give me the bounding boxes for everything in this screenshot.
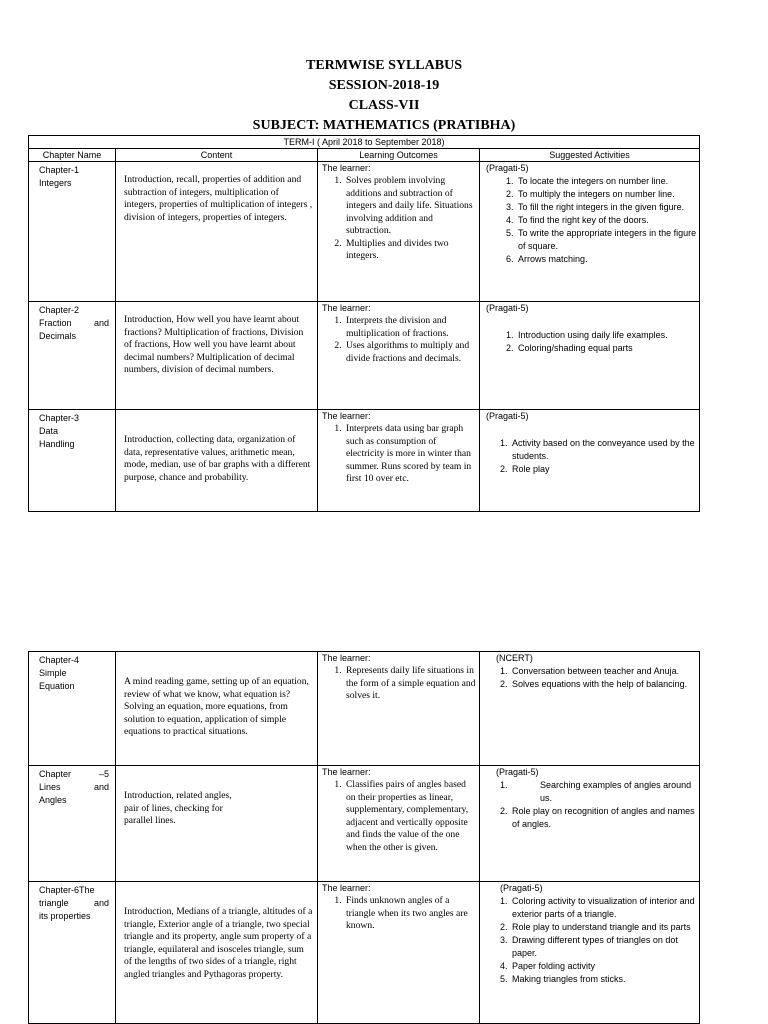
activities-cell: [480, 410, 700, 512]
title-line-4: SUBJECT: MATHEMATICS (PRATIBHA): [252, 118, 516, 133]
learning-outcomes-cell: [318, 410, 480, 512]
content-text: Introduction, Medians of a triangle, altitudes of a triangle, Exterior angle of a triangle, two special triangle and its property, angle sum property of a triangle, equilateral and isosceles triangle, sum of the lengths of two sides of a triangle, right angled triangles and Pythagoras property.: [124, 906, 313, 980]
chapter-row: [29, 652, 700, 766]
content-text: Introduction, How well you have learnt about fractions? Multiplication of fractions, Division of fractions, How well you have learnt about decimal numbers? Multiplication of decimal numbers, division of decimal numbers.: [124, 314, 304, 375]
chapter-name-line: Simple: [39, 668, 67, 678]
learner-lead: The learner:: [322, 411, 371, 421]
learning-outcomes-cell: [318, 302, 480, 410]
activity-item: 1. Introduction using daily life examples.: [516, 329, 697, 342]
outcome-item: 1. Interprets the division and multiplication of fractions.: [344, 315, 477, 340]
outcome-item: 2. Multiplies and divides two integers.: [344, 238, 477, 263]
activities-cell: [480, 162, 700, 302]
activity-item: 2. Role play to understand triangle and its parts: [510, 921, 697, 934]
content-text: Introduction, recall, properties of addition and subtraction of integers, multiplication of integers, properties of multiplication of integers , division of integers, properties of integers.: [124, 174, 313, 223]
title-block: [0, 56, 768, 136]
term-row: [29, 136, 700, 149]
chapter-name-line: Chapter-4: [39, 655, 80, 665]
header-suggested-activities: Suggested Activities: [480, 149, 700, 162]
chapter-name-line: Equation: [39, 681, 75, 691]
content-cell: [116, 652, 318, 766]
content-text: Introduction, collecting data, organization of data, representative values, arithmetic mean, mode, median, use of bar graphs with a different purpose, chance and probability.: [124, 434, 311, 483]
outcome-item: 1. Finds unknown angles of a triangle when its two angles are known.: [344, 895, 477, 933]
learner-lead: The learner:: [322, 163, 371, 173]
learner-lead: The learner:: [322, 303, 371, 313]
activities-source: (Pragati-5): [486, 163, 529, 173]
title-line-2: SESSION-2018-19: [328, 78, 440, 93]
activity-item: 1. To locate the integers on number line.: [516, 175, 697, 188]
activity-item: 4. To find the right key of the doors.: [516, 214, 697, 227]
learner-lead: The learner:: [322, 883, 371, 893]
learning-outcomes-cell: [318, 766, 480, 882]
activity-item: 1. Activity based on the conveyance used by the students.: [510, 437, 697, 463]
chapter-name-cell: [29, 302, 116, 410]
chapter-name-line: Chapter-1: [39, 165, 80, 175]
title-line-3: CLASS-VII: [348, 98, 420, 113]
activity-item: 1. Conversation between teacher and Anuja.: [510, 665, 697, 678]
chapter-name-cell: [29, 652, 116, 766]
chapter-name-line: Handling: [39, 439, 75, 449]
activities-cell: [480, 882, 700, 1024]
learner-lead: The learner:: [322, 653, 371, 663]
outcome-item: 1. Solves problem involving additions and subtraction of integers and daily life. Situations involving addition and subtraction.: [344, 175, 477, 238]
chapter-name-line: Chapter-6The: [39, 885, 95, 895]
header-row: [29, 149, 700, 162]
outcome-item: 2. Uses algorithms to multiply and divide fractions and decimals.: [344, 340, 477, 365]
chapter-row: [29, 766, 700, 882]
chapter-name-line: Integers: [39, 178, 72, 188]
chapter-name-cell: [29, 410, 116, 512]
chapter-name-line: Lines and: [39, 782, 109, 792]
content-text: A mind reading game, setting up of an equation, review of what we know, what equation is? Solving an equation, more equations, from solution to equation, application of simple equations to practical situations.: [124, 676, 309, 737]
learning-outcomes-cell: [318, 162, 480, 302]
outcome-item: 1. Classifies pairs of angles based on their properties as linear, supplementary, complementary, adjacent and vertically opposite and finds the value of the one when the other is given.: [344, 779, 477, 854]
chapter-row: [29, 162, 700, 302]
chapter-name-cell: [29, 882, 116, 1024]
activity-item: 5. Making triangles from sticks.: [510, 973, 697, 986]
outcome-item: 1. Interprets data using bar graph such as consumption of electricity is more in winter than summer. Runs scored by team in first 10 over etc.: [344, 423, 477, 486]
activities-source: (NCERT): [496, 653, 533, 663]
content-cell: [116, 162, 318, 302]
activity-item: 1. Searching examples of angles around us.: [510, 779, 697, 805]
activities-source: (Pragati-5): [500, 883, 543, 893]
chapter-name-line: Chapter –5: [39, 769, 109, 779]
content-cell: [116, 410, 318, 512]
chapter-name-line: Chapter-2: [39, 305, 80, 315]
chapter-row: [29, 302, 700, 410]
activity-item: 1. Coloring activity to visualization of interior and exterior parts of a triangle.: [510, 895, 697, 921]
chapter-name-cell: [29, 162, 116, 302]
chapter-row: [29, 882, 700, 1024]
activities-cell: [480, 652, 700, 766]
content-cell: [116, 882, 318, 1024]
learning-outcomes-cell: [318, 652, 480, 766]
learner-lead: The learner:: [322, 767, 371, 777]
chapter-name-line: Data: [39, 426, 59, 436]
activities-source: (Pragati-5): [486, 303, 529, 313]
chapter-name-line: triangle and: [39, 898, 109, 908]
chapter-name-line: Chapter-3: [39, 413, 80, 423]
activity-item: 4. Paper folding activity: [510, 960, 697, 973]
content-text: Introduction, related angles, pair of lines, checking for parallel lines.: [124, 790, 232, 826]
header-content: Content: [116, 149, 318, 162]
syllabus-table-continued: [28, 651, 700, 1024]
activities-source: (Pragati-5): [496, 767, 539, 777]
header-learning-outcomes: Learning Outcomes: [318, 149, 480, 162]
activity-item: 2. To multiply the integers on number line.: [516, 188, 697, 201]
chapter-name-line: its properties: [39, 911, 91, 921]
chapter-name-line: Fraction and: [39, 318, 109, 328]
activity-item: 3. Drawing different types of triangles on dot paper.: [510, 934, 697, 960]
chapter-name-cell: [29, 766, 116, 882]
activities-cell: [480, 766, 700, 882]
syllabus-table-term1: [28, 135, 700, 512]
header-chapter-name: Chapter Name: [29, 149, 116, 162]
outcome-item: 1. Represents daily life situations in the form of a simple equation and solves it.: [344, 665, 477, 703]
chapter-name-line: Decimals: [39, 331, 77, 341]
activity-item: 2. Solves equations with the help of balancing.: [510, 678, 697, 691]
activity-item: 2. Role play on recognition of angles and names of angles.: [510, 805, 697, 831]
title-line-1: TERMWISE SYLLABUS: [306, 58, 462, 73]
activity-item: 5. To write the appropriate integers in the figure of square.: [516, 227, 697, 253]
content-cell: [116, 302, 318, 410]
activity-item: 2. Role play: [510, 463, 697, 476]
activity-item: 6. Arrows matching.: [516, 253, 697, 266]
chapter-row: [29, 410, 700, 512]
activity-item: 3. To fill the right integers in the given figure.: [516, 201, 697, 214]
chapter-name-line: Angles: [39, 795, 67, 805]
term-label: TERM-I ( April 2018 to September 2018): [29, 136, 700, 149]
activities-cell: [480, 302, 700, 410]
learning-outcomes-cell: [318, 882, 480, 1024]
activity-item: 2. Coloring/shading equal parts: [516, 342, 697, 355]
content-cell: [116, 766, 318, 882]
activities-source: (Pragati-5): [486, 411, 529, 421]
